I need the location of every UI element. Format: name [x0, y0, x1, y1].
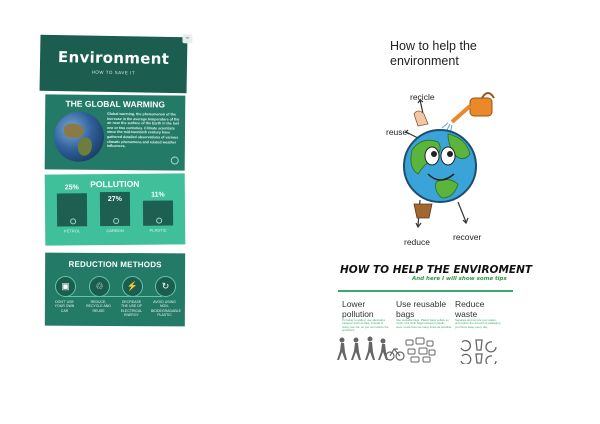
- global-warming-title: THE GLOBAL WARMING: [65, 98, 166, 110]
- tip-text: It's better to walk or use alternative transport such as bike, instead of using your car, so you can reduce the emissions.: [342, 318, 389, 333]
- tip-heading: Use reusable bags: [396, 299, 447, 319]
- globe-character-icon: [404, 130, 476, 202]
- trash-icon: ♲: [89, 276, 110, 297]
- bar-circle-icon: [113, 218, 119, 224]
- reduction-method-label: AVOID USING NON-BIODEGRADABLE PLASTIC: [151, 300, 181, 317]
- global-warming-text: Global warming, the phenomenon of the increase in the average temperature of the air near the surface of the Earth in the last one or two centuries. Climate scientists since the mid-twentieth century have gathered detailed observations of various climatic phenomena and related weather influences.: [106, 111, 180, 149]
- label-recover: recover: [453, 232, 482, 242]
- environment-subtitle: HOW TO SAVE IT: [91, 69, 136, 76]
- pollution-card: [45, 173, 186, 245]
- pollution-percent-label: 25%: [64, 184, 79, 192]
- bar-circle-icon: [156, 218, 162, 224]
- pollution-percent-label: 11%: [151, 191, 165, 199]
- hand-icon: [414, 111, 428, 126]
- circle-icon: [171, 156, 179, 164]
- tips-title: HOW TO HELP THE ENVIROMENT: [340, 264, 533, 276]
- environment-title: Environment: [57, 48, 170, 68]
- earth-globe-image: [54, 111, 104, 161]
- earth-cartoon-illustration: [378, 88, 508, 248]
- reduction-method-label: REDUCE, RECYCLE AND REUSE: [86, 300, 111, 313]
- walking-people-icon: [337, 337, 388, 361]
- tips-icons-row: [336, 334, 512, 364]
- bags-icon: [406, 338, 435, 362]
- car-icon: ▣: [55, 276, 76, 297]
- label-reduce: reduce: [404, 237, 430, 247]
- minimize-button[interactable]: −: [182, 34, 192, 43]
- label-reuse: reuse: [386, 127, 408, 137]
- help-environment-title: How to help the environment: [390, 39, 477, 68]
- global-warming-card: [45, 94, 186, 170]
- tip-text: Separate and recycle your waste, and reduce the amount of packaging you throw away every day.: [455, 318, 501, 329]
- recycle-icons: [461, 340, 496, 364]
- reduction-method-label: DON'T USE YOUR OWN CAR: [54, 300, 75, 313]
- pollution-category-label: PLASTIC: [149, 228, 167, 233]
- environment-header-card: [40, 35, 188, 94]
- recycle-icon: ↻: [155, 276, 176, 297]
- tips-subtitle: And here I will show some tips: [412, 276, 507, 282]
- pollution-category-label: PETROL: [63, 229, 81, 234]
- bar-circle-icon: [70, 218, 76, 224]
- pollution-percent-label: 27%: [107, 195, 122, 204]
- tip-text: Use reusable bags. Plastic bags pollute so much. Use cloth bags instead of plastic ones; reuse them as many times as possible.: [396, 318, 452, 329]
- lightning-icon: ⚡: [122, 276, 143, 297]
- watering-can-icon: [442, 93, 494, 134]
- reduction-methods-title: REDUCTION METHODS: [68, 259, 162, 270]
- label-recicle: recicle: [410, 92, 435, 102]
- bicycle-icon: [386, 349, 404, 360]
- pollution-category-label: CARBON: [106, 228, 124, 234]
- pot-icon: [414, 204, 432, 218]
- tip-heading: Reduce waste: [455, 299, 485, 319]
- reduction-connector-line: [64, 296, 162, 297]
- reduction-method-label: DECREASE THE USE OF ELECTRICAL ENERGY: [120, 300, 143, 317]
- tips-divider: [338, 290, 513, 292]
- tip-heading: Lower pollution: [342, 299, 374, 319]
- pollution-title: POLLUTION: [90, 178, 140, 190]
